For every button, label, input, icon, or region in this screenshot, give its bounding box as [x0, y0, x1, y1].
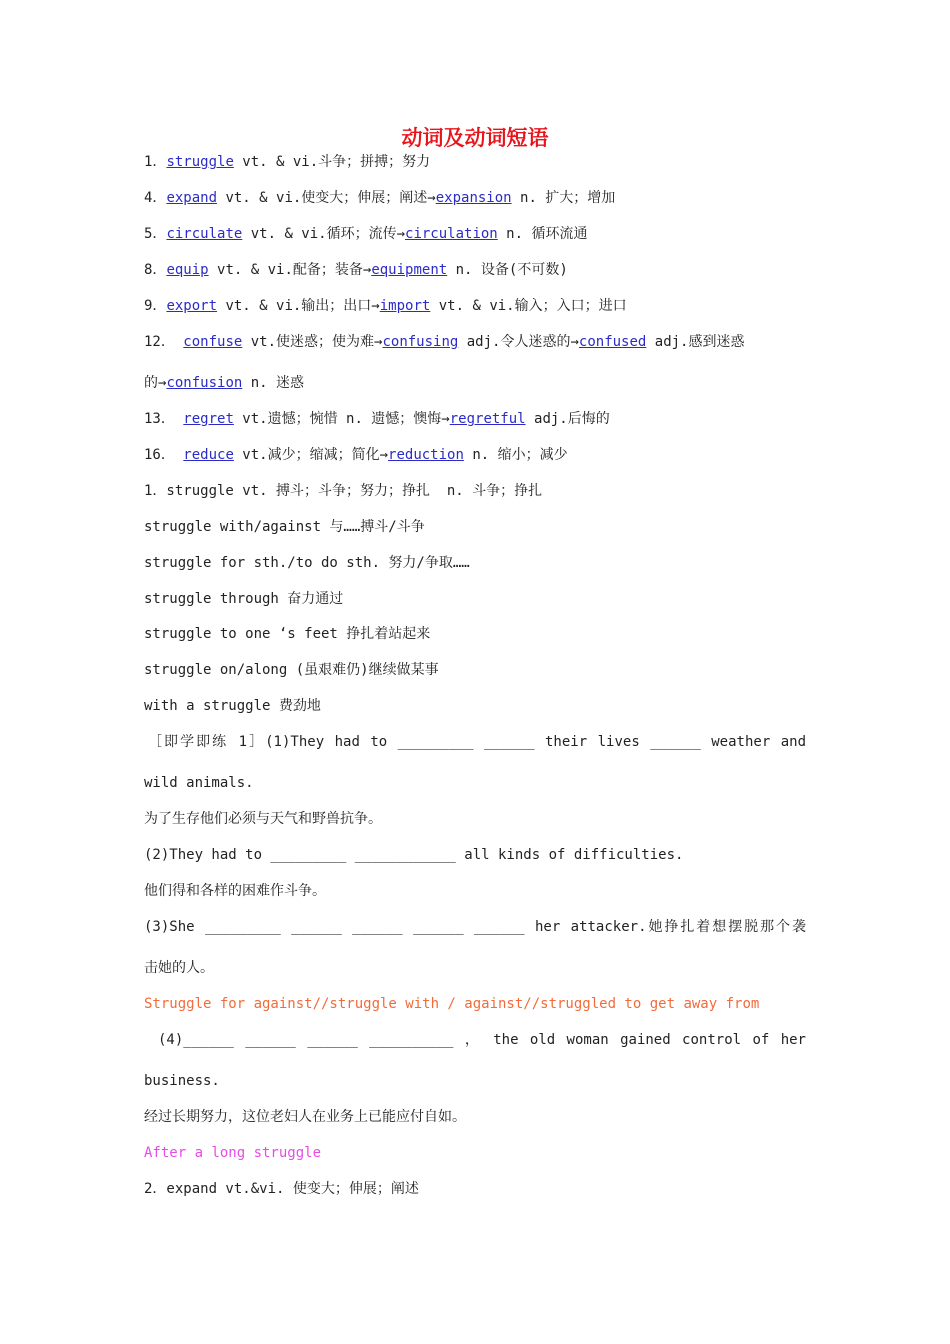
exercise-3-line: 击她的人。: [144, 960, 214, 976]
item-number: 4．: [144, 190, 167, 206]
vocab-text: vt.使迷惑；使为难→: [242, 334, 383, 350]
vocab-text: vt. & vi.使变大；伸展；阐述→: [217, 190, 436, 206]
vocab-line: [144, 373, 304, 393]
vocab-line: [144, 409, 610, 429]
exercise-4-line: business.: [144, 1073, 220, 1089]
vocab-link[interactable]: confusion: [166, 375, 243, 391]
exercise-2-line: (2)They had to _________ ____________ all kinds of difficulties.: [144, 847, 684, 863]
vocab-link[interactable]: export: [166, 298, 218, 314]
vocab-link[interactable]: import: [379, 298, 431, 314]
vocab-text: adj.后悔的: [525, 411, 610, 427]
vocab-text: vt. & vi.输入；入口；进口: [430, 298, 627, 314]
exercise-2-translation: 他们得和各样的困难作斗争。: [144, 883, 326, 899]
vocab-link[interactable]: struggle: [166, 154, 234, 170]
note-line: struggle on/along (虽艰难仍)继续做某事: [144, 662, 439, 678]
item-number: 16．: [144, 447, 184, 463]
item-number: 1．: [144, 154, 167, 170]
vocab-link[interactable]: confuse: [183, 334, 243, 350]
vocab-link[interactable]: confusing: [382, 334, 459, 350]
vocab-line: [144, 224, 587, 244]
vocab-link[interactable]: circulation: [405, 226, 498, 242]
vocab-line: [144, 188, 615, 208]
vocab-link[interactable]: equip: [166, 262, 209, 278]
note-line: struggle to one ‘s feet 挣扎着站起来: [144, 626, 431, 642]
exercise-4-translation: 经过长期努力，这位老妇人在业务上已能应付自如。: [144, 1109, 466, 1125]
note-line: with a struggle 费劲地: [144, 698, 321, 714]
vocab-text: vt. & vi.输出；出口→: [217, 298, 380, 314]
answer-1: Struggle for against//struggle with / against//struggled to get away from: [144, 996, 760, 1012]
item-number: 的→: [144, 375, 167, 391]
vocab-line: [144, 296, 627, 316]
item-number: 13．: [144, 411, 184, 427]
vocab-text: vt. & vi.循环；流传→: [242, 226, 406, 242]
page-title: 动词及动词短语: [401, 125, 549, 150]
vocab-text: vt. & vi.配备；装备→: [208, 262, 372, 278]
vocab-text: adj.感到迷惑: [646, 334, 745, 350]
item-number: 5．: [144, 226, 167, 242]
vocab-link[interactable]: reduce: [183, 447, 234, 463]
vocab-link[interactable]: expand: [166, 190, 218, 206]
vocab-line: [144, 445, 568, 465]
exercise-1-line: ［即学即练 1］(1)They had to _________ ______ their lives ______ weather and: [148, 734, 806, 750]
exercise-1-line: wild animals.: [144, 775, 254, 791]
vocab-text: n. 设备(不可数): [447, 262, 568, 278]
vocab-text: n. 扩大；增加: [511, 190, 616, 206]
vocab-link[interactable]: equipment: [371, 262, 448, 278]
vocab-link[interactable]: circulate: [166, 226, 243, 242]
note-line: struggle with/against 与……搏斗/斗争: [144, 519, 425, 535]
vocab-text: vt. & vi.斗争；拼搏；努力: [233, 154, 431, 170]
vocab-line: [144, 152, 430, 172]
note-line: struggle for sth./to do sth. 努力/争取……: [144, 555, 470, 571]
item-number: 12．: [144, 334, 184, 350]
exercise-4-line: (4)______ ______ ______ __________ ， the old woman gained control of her: [158, 1032, 806, 1048]
exercise-3-line: (3)She _________ ______ ______ ______ ______ her attacker.她挣扎着想摆脱那个袭: [144, 919, 806, 935]
vocab-text: n. 缩小；减少: [463, 447, 568, 463]
vocab-text: vt.遗憾；惋惜 n. 遗憾；懊悔→: [233, 411, 450, 427]
vocab-link[interactable]: regretful: [449, 411, 526, 427]
vocab-text: vt.减少；缩减；简化→: [233, 447, 389, 463]
item-number: 8．: [144, 262, 167, 278]
vocab-link[interactable]: confused: [578, 334, 647, 350]
note-line: 1．struggle vt. 搏斗；斗争；努力；挣扎 n. 斗争；挣扎: [144, 483, 543, 499]
vocab-link[interactable]: expansion: [435, 190, 512, 206]
exercise-1-translation: 为了生存他们必须与天气和野兽抗争。: [144, 811, 382, 827]
note-line: struggle through 奋力通过: [144, 591, 344, 607]
answer-2: After a long struggle: [144, 1145, 322, 1161]
item-number: 9．: [144, 298, 167, 314]
vocab-line: [144, 260, 568, 280]
vocab-line: [144, 332, 745, 352]
next-heading: 2．expand vt.&vi. 使变大；伸展；阐述: [144, 1181, 419, 1197]
vocab-text: n. 循环流通: [497, 226, 588, 242]
vocab-link[interactable]: reduction: [388, 447, 464, 463]
vocab-text: adj.令人迷惑的→: [458, 334, 579, 350]
vocab-text: n. 迷惑: [242, 375, 305, 391]
vocab-link[interactable]: regret: [183, 411, 234, 427]
